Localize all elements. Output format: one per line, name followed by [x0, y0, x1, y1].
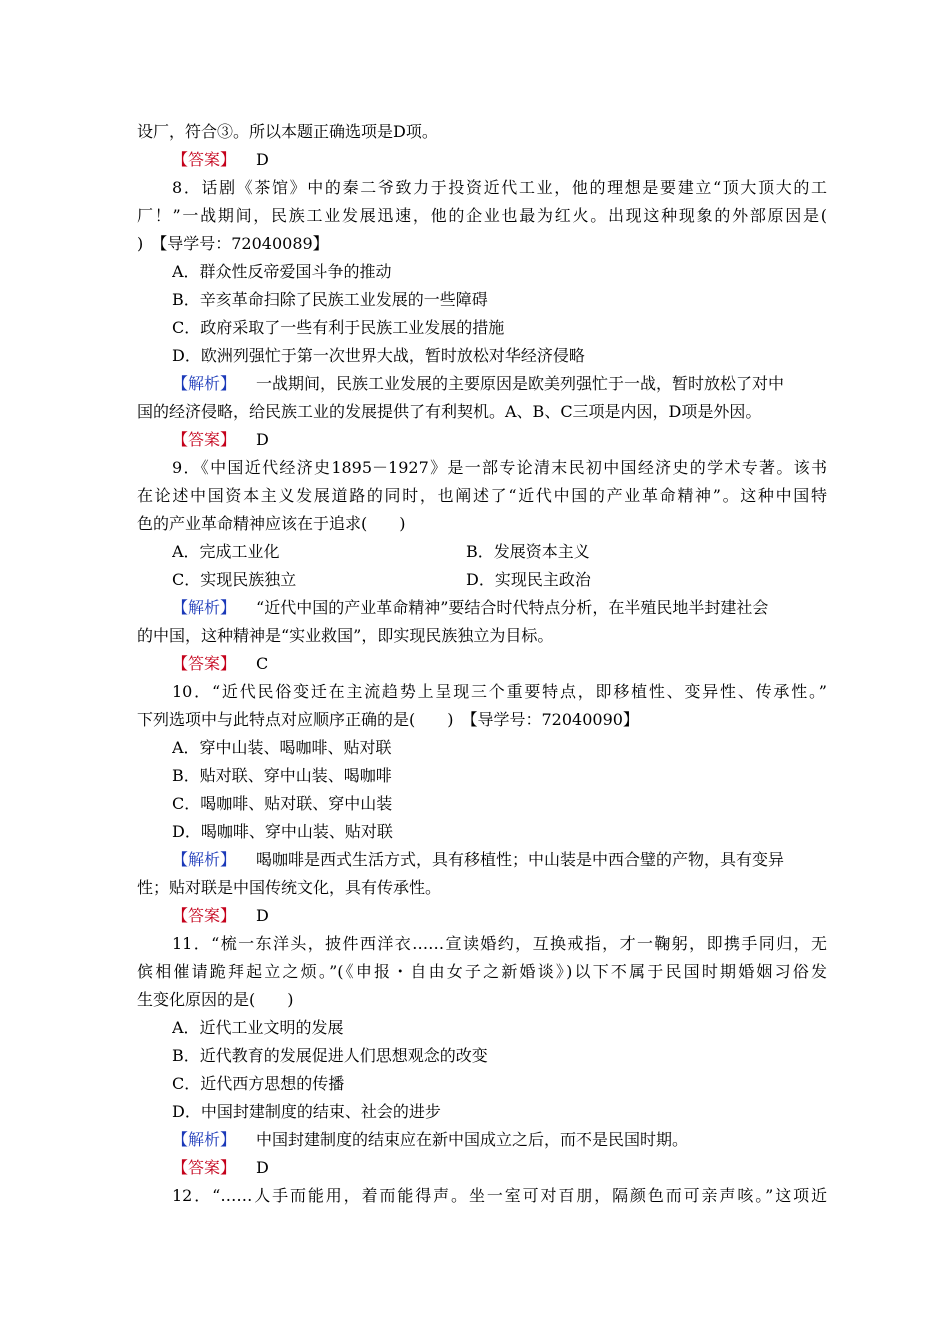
q10-option-c: C．喝咖啡、贴对联、穿中山装	[172, 794, 393, 813]
analysis-tag: 【解析】	[172, 850, 237, 869]
answer-value: D	[256, 150, 269, 169]
q8-stem-line-3: ) 【导学号：72040089】	[137, 234, 329, 253]
q9-stem-line-1: 9．《中国近代经济史1895－1927》是一部专论清末民初中国经济史的学术专著。该书	[172, 458, 827, 477]
q10-analysis-line-2: 性；贴对联是中国传统文化，具有传承性。	[137, 878, 442, 897]
q8-option-c: C．政府采取了一些有利于民族工业发展的措施	[172, 318, 505, 337]
q10-answer	[172, 903, 862, 929]
q8-option-d: D．欧洲列强忙于第一次世界大战，暂时放松对华经济侵略	[172, 346, 585, 365]
q8-analysis-line-2: 国的经济侵略，给民族工业的发展提供了有利契机。A、B、C三项是内因，D项是外因。	[137, 402, 762, 421]
q9-answer	[172, 651, 862, 677]
analysis-tag: 【解析】	[172, 374, 237, 393]
q11-option-d: D．中国封建制度的结束、社会的进步	[172, 1102, 441, 1121]
answer-tag: 【答案】	[172, 430, 237, 449]
q9-option-c: C．实现民族独立	[172, 570, 297, 589]
q10-stem-line-2: 下列选项中与此特点对应顺序正确的是( ) 【导学号：72040090】	[137, 710, 639, 729]
answer-value: C	[256, 654, 269, 673]
answer-value: D	[256, 430, 269, 449]
q8-answer	[172, 427, 862, 453]
q9-stem-line-3: 色的产业革命精神应该在于追求( )	[137, 514, 406, 533]
answer-tag: 【答案】	[172, 1158, 237, 1177]
q11-option-c: C．近代西方思想的传播	[172, 1074, 345, 1093]
q12-stem-line-1: 12．“……人手而能用，着而能得声。坐一室可对百朋，隔颜色而可亲声咳。”这项近	[172, 1186, 827, 1205]
q9-analysis-line-1	[172, 595, 827, 621]
q10-option-a: A．穿中山装、喝咖啡、贴对联	[172, 738, 392, 757]
q8-analysis-line-1	[172, 371, 827, 397]
q10-stem-line-1: 10．“近代民俗变迁在主流趋势上呈现三个重要特点，即移植性、变异性、传承性。”	[172, 682, 827, 701]
q10-analysis-line-1	[172, 847, 827, 873]
answer-value: D	[256, 906, 269, 925]
q8-option-a: A．群众性反帝爱国斗争的推动	[172, 262, 392, 281]
q7-answer	[172, 147, 862, 173]
answer-value: D	[256, 1158, 269, 1177]
q9-analysis-line-2: 的中国，这种精神是“实业救国”，即实现民族独立为目标。	[137, 626, 554, 645]
analysis-text: 喝咖啡是西式生活方式，具有移植性；中山装是中西合璧的产物，具有变异	[256, 850, 785, 869]
answer-tag: 【答案】	[172, 150, 237, 169]
answer-tag: 【答案】	[172, 906, 237, 925]
q9-stem-line-2: 在论述中国资本主义发展道路的同时，也阐述了“近代中国的产业革命精神”。这种中国特	[137, 486, 827, 505]
answer-tag: 【答案】	[172, 654, 237, 673]
analysis-text: 中国封建制度的结束应在新中国成立之后，而不是民国时期。	[256, 1130, 689, 1149]
q10-option-d: D．喝咖啡、穿中山装、贴对联	[172, 822, 393, 841]
q11-stem-line-2: 傧相催请跪拜起立之烦。”(《申报・自由女子之新婚谈》)以下不属于民国时期婚姻习俗发	[137, 962, 827, 981]
q11-option-b: B．近代教育的发展促进人们思想观念的改变	[172, 1046, 488, 1065]
q8-stem-line-2: 厂！”一战期间，民族工业发展迅速，他的企业也最为红火。出现这种现象的外部原因是(	[137, 206, 827, 225]
q9-option-d: D．实现民主政治	[466, 570, 591, 589]
analysis-tag: 【解析】	[172, 1130, 237, 1149]
q10-option-b: B．贴对联、穿中山装、喝咖啡	[172, 766, 392, 785]
analysis-text: 一战期间，民族工业发展的主要原因是欧美列强忙于一战，暂时放松了对中	[256, 374, 785, 393]
q9-option-b: B．发展资本主义	[466, 542, 590, 561]
q11-stem-line-3: 生变化原因的是( )	[137, 990, 294, 1009]
q9-option-a: A．完成工业化	[172, 542, 280, 561]
q8-stem-line-1: 8．话剧《茶馆》中的秦二爷致力于投资近代工业，他的理想是要建立“顶大顶大的工	[172, 178, 827, 197]
analysis-tag: 【解析】	[172, 598, 237, 617]
q11-analysis-line-1	[172, 1127, 827, 1153]
analysis-text: “近代中国的产业革命精神”要结合时代特点分析，在半殖民地半封建社会	[256, 598, 769, 617]
q7-explanation-tail: 设厂，符合③。所以本题正确选项是D项。	[137, 122, 438, 141]
q11-answer	[172, 1155, 862, 1181]
q8-option-b: B．辛亥革命扫除了民族工业发展的一些障碍	[172, 290, 488, 309]
q11-stem-line-1: 11．“梳一东洋头，披件西洋衣……宣读婚约，互换戒指，才一鞠躬，即携手同归，无	[172, 934, 827, 953]
q11-option-a: A．近代工业文明的发展	[172, 1018, 344, 1037]
